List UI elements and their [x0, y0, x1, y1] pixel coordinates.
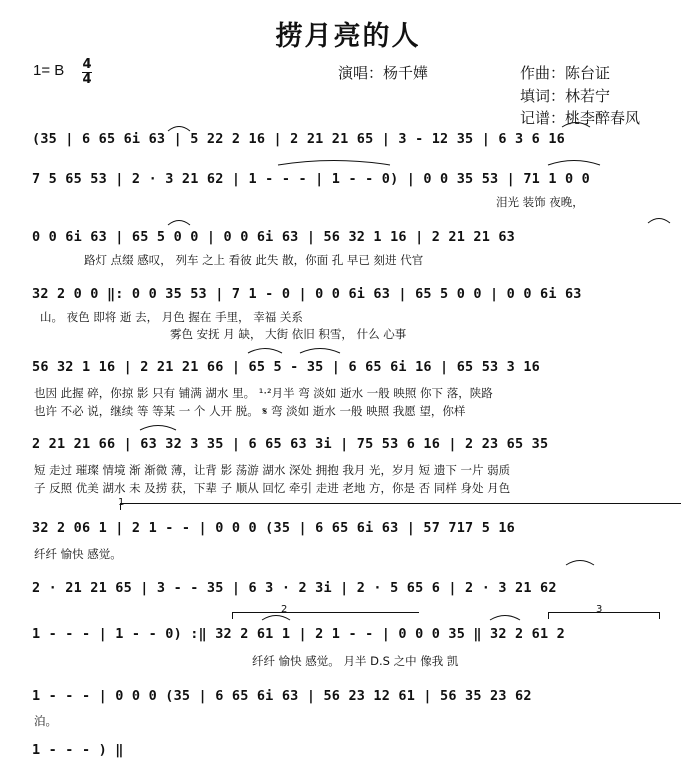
lyric-row-10: 纤纤 愉快 感觉。 月半 D.S 之中 像我 凯 [252, 654, 459, 668]
volta-bracket-1 [120, 503, 681, 510]
lyric-row-5: 也因 此握 碎，你掠 影 只有 铺满 湖水 里。 ¹·²月半 弯 淡如 逝水 一般 映照 你下 落，陕路 [34, 386, 493, 400]
notation-row-9: 1 - - - | 1 - - 0) :‖ 32 2 61 1 | 2 1 - - | 0 0 0 35 ‖ 32 2 61 2 [32, 626, 565, 642]
notation-row-4: 32 2 0 0 ‖: 0 0 35 53 | 7 1 - 0 | 0 0 6i 63 | 65 5 0 0 | 0 0 6i 63 [32, 286, 582, 302]
notation-row-7: 32 2 06 1 | 2 1 - - | 0 0 0 (35 | 6 65 6i 63 | 57 717 5 16 [32, 520, 516, 536]
volta-number-1: 1 [118, 497, 125, 508]
time-signature-bottom: 4 [82, 72, 92, 87]
slur-arc [168, 221, 190, 226]
tuplet-bracket [548, 612, 660, 619]
slur-arc [648, 219, 670, 224]
volta-bracket-2 [232, 612, 419, 619]
lyric-row-11: 泊。 [34, 714, 57, 728]
slur-arc [548, 161, 600, 166]
lyric-row-8: 子 反照 优美 湖水 未 及捞 获，下辈 子 顺从 回忆 牵引 走进 老地 方，你是 否 同样 身处 月色 [34, 481, 511, 495]
notation-row-8: 2 · 21 21 65 | 3 - - 35 | 6 3 · 2 3i | 2 · 5 65 6 | 2 · 3 21 62 [32, 580, 557, 596]
lyric-row-4: 雾色 安抚 月 缺， 大街 依旧 积雪， 什么 心事 [170, 327, 407, 341]
notation-row-2: 7 5 65 53 | 2 · 3 21 62 | 1 - - - | 1 - - 0) | 0 0 35 53 | 71 1 0 0 [32, 171, 590, 187]
slur-arc [278, 161, 390, 166]
volta-number-2: 2 [281, 604, 288, 615]
lyric-row-6: 也许 不必 说，继续 等 等某 一 个 人开 脱。 𝄋 弯 淡如 逝水 一般 映照 我愿 望，你样 [34, 404, 466, 418]
lyric-row-7: 短 走过 璀璨 情境 渐 渐微 薄，让背 影 荡游 湖水 深处 拥抱 我月 光，岁月 短 遗下 一片 弱质 [34, 463, 511, 477]
transcriber-credit: 记谱：桃李醉春风 [520, 109, 641, 127]
slur-arc [566, 561, 594, 566]
notation-row-3: 0 0 6i 63 | 65 5 0 0 | 0 0 6i 63 | 56 32 1 16 | 2 21 21 63 [32, 229, 516, 245]
song-title: 捞月亮的人 [275, 21, 421, 52]
lyric-row-2: 路灯 点缀 感叹， 列车 之上 看彼 此失 散，你面 孔 早已 刻进 代官 [84, 253, 424, 267]
singer-credit: 演唱：杨千嬅 [338, 64, 429, 82]
slur-arc [248, 349, 282, 354]
lyric-row-3: 山。 夜色 即将 逝 去， 月色 握在 手里， 幸福 关系 [40, 310, 303, 324]
slur-arc [140, 426, 176, 431]
notation-row-10: 1 - - - | 0 0 0 (35 | 6 65 6i 63 | 56 23 12 61 | 56 35 23 62 [32, 688, 532, 704]
notation-row-5: 56 32 1 16 | 2 21 21 66 | 65 5 - 35 | 6 65 6i 16 | 65 53 3 16 [32, 359, 540, 375]
time-signature [82, 58, 92, 87]
lyric-row-1: 泪光 装饰 夜晚， [496, 195, 584, 209]
tuplet-number: 3 [596, 604, 603, 615]
slur-arc [490, 616, 520, 621]
key-signature: 1= B [33, 62, 65, 79]
lyricist-credit: 填词：林若宁 [520, 87, 611, 105]
slur-arc [300, 349, 340, 354]
time-signature-top: 4 [82, 57, 92, 72]
notation-row-6: 2 21 21 66 | 63 32 3 35 | 6 65 63 3i | 75 53 6 16 | 2 23 65 35 [32, 436, 549, 452]
notation-row-11: 1 - - - ) ‖ [32, 742, 124, 758]
composer-credit: 作曲：陈台证 [520, 64, 611, 82]
notation-row-1: (35 | 6 65 6i 63 | 5 22 2 16 | 2 21 21 65 | 3 - 12 35 | 6 3 6 16 [32, 131, 565, 147]
lyric-row-9: 纤纤 愉快 感觉。 [34, 547, 122, 561]
